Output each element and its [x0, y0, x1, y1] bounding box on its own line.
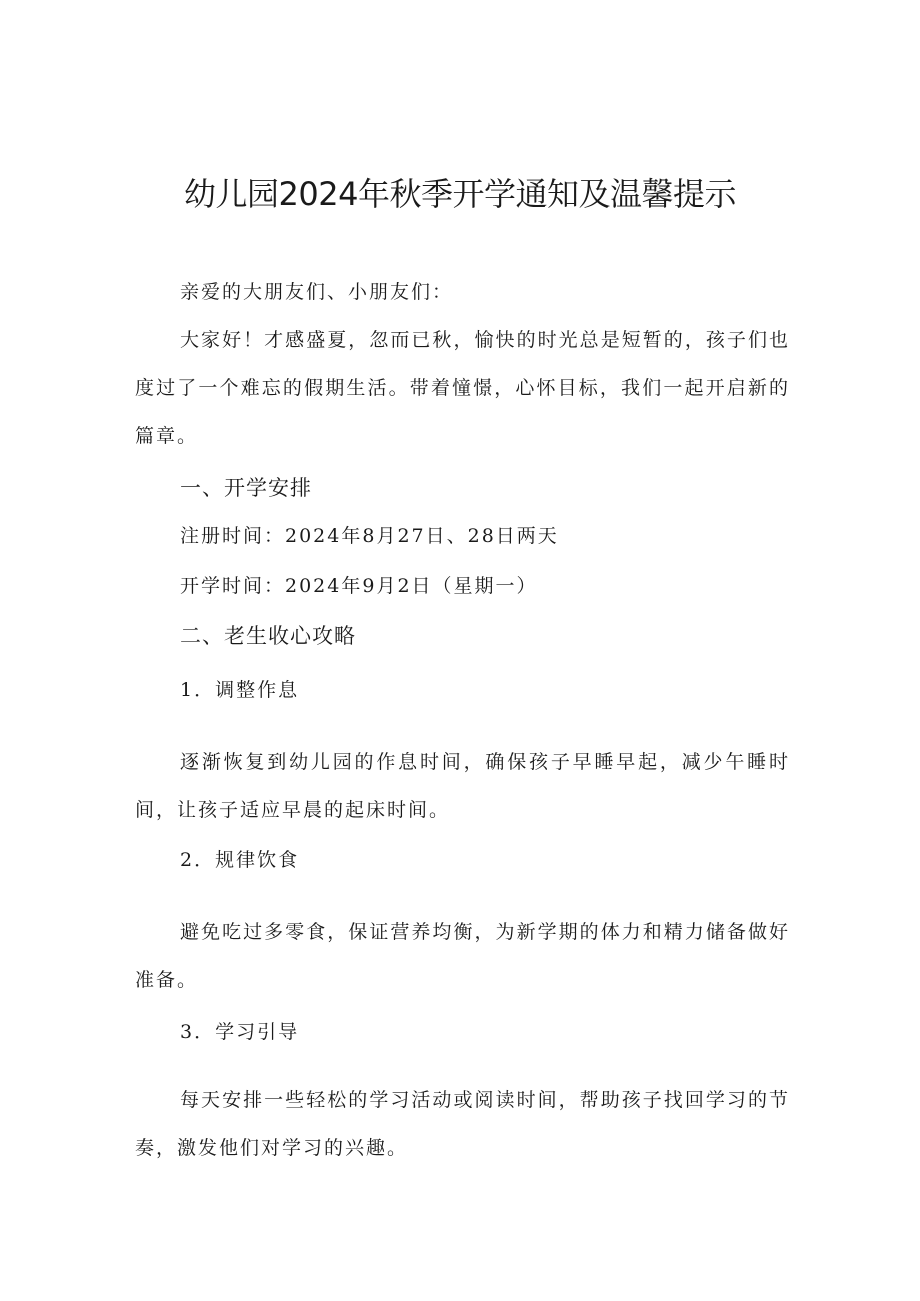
- salutation: 亲爱的大朋友们、小朋友们：: [180, 281, 454, 303]
- section-heading-schedule: 一、开学安排: [180, 476, 312, 500]
- intro-paragraph: 大家好！才感盛夏，忽而已秋，愉快的时光总是短暂的，孩子们也度过了一个难忘的假期生活。带着憧憬，心怀目标，我们一起开启新的篇章。: [135, 329, 790, 447]
- document-title: 幼儿园2024年秋季开学通知及温馨提示: [184, 175, 736, 213]
- tip-text-2: 避免吃过多零食，保证营养均衡，为新学期的体力和精力储备做好准备。: [135, 921, 790, 991]
- tip-label-1: 1．调整作息: [180, 679, 300, 701]
- tip-label-3: 3．学习引导: [180, 1021, 300, 1043]
- tip-text-1: 逐渐恢复到幼儿园的作息时间，确保孩子早睡早起，减少午睡时间，让孩子适应早晨的起床时间。: [135, 751, 790, 821]
- tip-label-2: 2．规律饮食: [180, 849, 300, 871]
- tip-text-3: 每天安排一些轻松的学习活动或阅读时间，帮助孩子找回学习的节奏，激发他们对学习的兴趣。: [135, 1089, 790, 1159]
- section-heading-tips: 二、老生收心攻略: [180, 624, 356, 648]
- registration-time: 注册时间：2024年8月27日、28日两天: [180, 525, 559, 547]
- start-time: 开学时间：2024年9月2日（星期一）: [180, 575, 538, 597]
